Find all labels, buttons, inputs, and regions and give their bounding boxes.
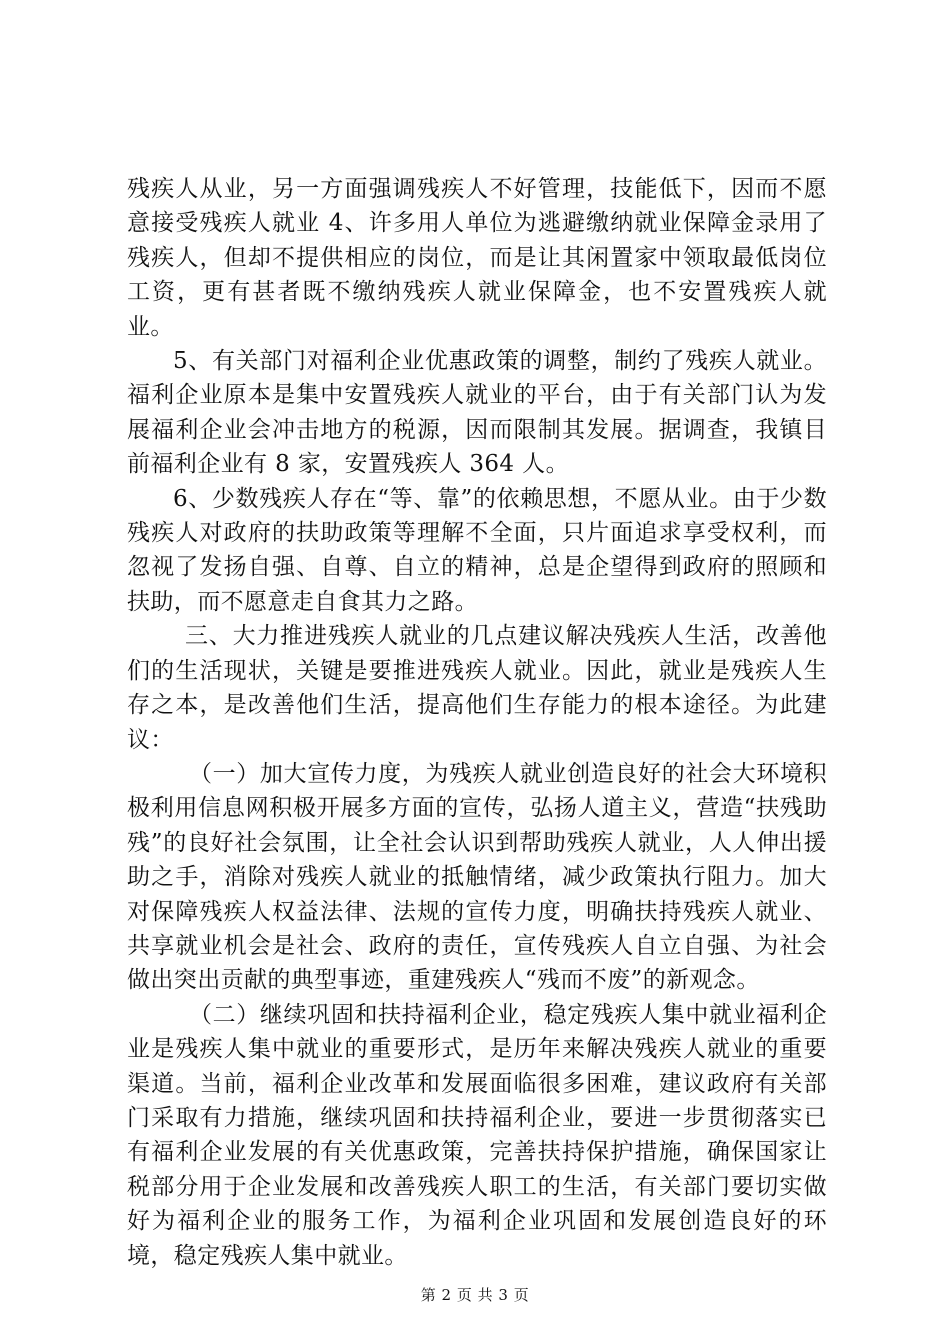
page-number-footer: 第 2 页 共 3 页 [420, 1286, 530, 1304]
document-body [127, 172, 827, 1273]
section-three-paragraph: 三、大力推进残疾人就业的几点建议解决残疾人生活，改善他们的生活现状，关键是要推进残疾人就业。因此，就业是残疾人生存之本，是改善他们生活，提高他们生存能力的根本途径。为此建议： [127, 623, 827, 753]
paragraph-item-6: 6、少数残疾人存在“等、靠”的依赖思想，不愿从业。由于少数残疾人对政府的扶助政策等理解不全面，只片面追求享受权利，而忽视了发扬自强、自尊、自立的精神，总是企望得到政府的照顾和扶助，而不愿意走自食其力之路。 [127, 485, 827, 615]
paragraph-item-5: 5、有关部门对福利企业优惠政策的调整，制约了残疾人就业。福利企业原本是集中安置残疾人就业的平台，由于有关部门认为发展福利企业会冲击地方的税源，因而限制其发展。据调查，我镇目前福利企业有 8 家，安置残疾人 364 人。 [127, 348, 827, 478]
subsection-one-paragraph: （一）加大宣传力度，为残疾人就业创造良好的社会大环境积极利用信息网积极开展多方面的宣传，弘扬人道主义，营造“扶残助残”的良好社会氛围，让全社会认识到帮助残疾人就业，人人伸出援助之手，消除对残疾人就业的抵触情绪，减少政策执行阻力。加大对保障残疾人权益法律、法规的宣传力度，明确扶持残疾人就业、共享就业机会是社会、政府的责任，宣传残疾人自立自强、为社会做出突出贡献的典型事迹，重建残疾人“残而不废”的新观念。 [127, 760, 827, 994]
subsection-two-paragraph: （二）继续巩固和扶持福利企业，稳定残疾人集中就业福利企业是残疾人集中就业的重要形式，是历年来解决残疾人就业的重要渠道。当前，福利企业改革和发展面临很多困难，建议政府有关部门采取有力措施，继续巩固和扶持福利企业，要进一步贯彻落实已有福利企业发展的有关优惠政策，完善扶持保护措施，确保国家让税部分用于企业发展和改善残疾人职工的生活，有关部门要切实做好为福利企业的服务工作，为福利企业巩固和发展创造良好的环境，稳定残疾人集中就业。 [127, 1001, 827, 1269]
paragraph-continuation: 残疾人从业，另一方面强调残疾人不好管理，技能低下，因而不愿意接受残疾人就业 4、许多用人单位为逃避缴纳就业保障金录用了残疾人，但却不提供相应的岗位，而是让其闲置家中领取最低岗位工资，更有甚者既不缴纳残疾人就业保障金，也不安置残疾人就业。 [127, 176, 827, 340]
